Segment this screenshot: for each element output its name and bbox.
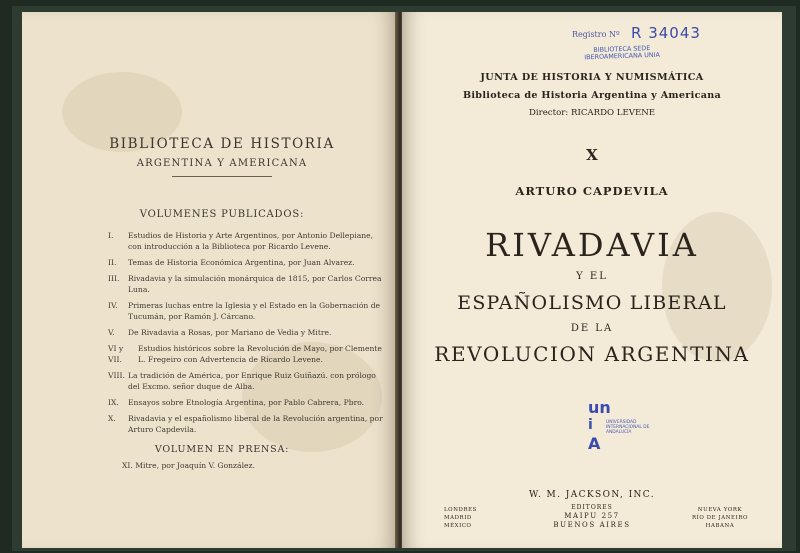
subtitle-2: REVOLUCION ARGENTINA bbox=[434, 342, 750, 366]
cities-left bbox=[444, 506, 477, 530]
author: ARTURO CAPDEVILA bbox=[515, 184, 669, 198]
book-spread bbox=[12, 6, 796, 551]
city-right: RÍO DE JANEIRO bbox=[692, 515, 749, 521]
unia-stamp-un: un bbox=[588, 398, 611, 417]
volume-item bbox=[108, 397, 384, 408]
cities-right bbox=[692, 506, 748, 530]
volume-text: La tradición de América, por Enrique Ruiz Guiñazú. con prólogo del Excmo. señor duque de Alba. bbox=[128, 371, 376, 391]
unia-stamp-i: i bbox=[588, 417, 593, 433]
header-line-3: Director: RICARDO LEVENE bbox=[528, 108, 656, 118]
city-right: NUEVA YORK bbox=[697, 507, 743, 513]
volume-number-label: II. bbox=[108, 258, 117, 267]
volume-item bbox=[108, 273, 384, 295]
volume-item bbox=[108, 257, 384, 268]
volume-text: Temas de Historia Económica Argentina, por Juan Alvarez. bbox=[128, 258, 355, 267]
volume-number-label: VI y VII. bbox=[108, 344, 124, 364]
title-connector-2: DE LA bbox=[570, 323, 614, 334]
published-heading: VOLUMENES PUBLICADOS: bbox=[139, 209, 305, 220]
volume-text: Rivadavia y la simulación monárquica de 1815, por Carlos Correa Luna. bbox=[128, 274, 382, 294]
unia-stamp-a: A bbox=[588, 434, 601, 453]
volume-text: De Rivadavia a Rosas, por Mariano de Vedia y Mitre. bbox=[128, 328, 332, 337]
book-title: RIVADAVIA bbox=[485, 226, 699, 264]
volume-item bbox=[108, 327, 384, 338]
left-page bbox=[22, 12, 398, 548]
volume-number-label: X. bbox=[108, 414, 116, 423]
volume-item bbox=[108, 343, 384, 365]
volume-text: Estudios de Historia y Arte Argentinos, por Antonio Dellepiane, con introducción a la Biblioteca por Ricardo Levene. bbox=[128, 231, 374, 251]
series-title: BIBLIOTECA DE HISTORIA bbox=[109, 136, 335, 152]
editors-label: EDITORES bbox=[571, 504, 613, 511]
series-subtitle: ARGENTINA Y AMERICANA bbox=[136, 158, 308, 169]
volume-text: Primeras luchas entre la Iglesia y el Estado en la Gobernación de Tucumán, por Ramón J. Cárcano. bbox=[128, 301, 381, 321]
right-page bbox=[402, 12, 782, 548]
header-line-1: JUNTA DE HISTORIA Y NUMISMÁTICA bbox=[480, 72, 704, 83]
volume-number-label: IX. bbox=[108, 398, 119, 407]
volume-number: X bbox=[586, 146, 598, 164]
register-number: R 34043 bbox=[631, 24, 701, 42]
address-city: BUENOS AIRES bbox=[553, 521, 631, 529]
unia-stamp-text: UNIVERSIDAD INTERNACIONAL DE ANDALUCÍA bbox=[606, 420, 650, 435]
press-heading: VOLUMEN EN PRENSA: bbox=[154, 444, 290, 455]
volume-item bbox=[108, 413, 384, 435]
city-left: MÉXICO bbox=[444, 523, 472, 529]
register-label: Registro Nº bbox=[572, 30, 620, 39]
volume-text: Ensayos sobre Etnología Argentina, por Pablo Cabrera, Pbro. bbox=[128, 398, 365, 407]
volume-number-label: V. bbox=[108, 328, 115, 337]
city-left: LONDRES bbox=[444, 507, 477, 513]
city-right: HABANA bbox=[705, 523, 735, 529]
volume-item bbox=[108, 300, 384, 322]
volume-list bbox=[108, 230, 384, 440]
volume-item bbox=[108, 230, 384, 252]
volume-item bbox=[108, 370, 384, 392]
publisher: W. M. JACKSON, INC. bbox=[528, 490, 656, 500]
volume-number-label: III. bbox=[108, 274, 120, 283]
address-street: MAIPU 257 bbox=[564, 512, 620, 520]
volume-text: Rivadavia y el españolismo liberal de la Revolución argentina, por Arturo Capdevila. bbox=[128, 414, 383, 434]
divider bbox=[172, 176, 272, 177]
library-stamp: BIBLIOTECA SEDE IBEROAMERICANA UNIA bbox=[584, 44, 661, 62]
press-item: XI. Mitre, por Joaquín V. González. bbox=[122, 461, 255, 470]
unia-stamp bbox=[580, 400, 650, 456]
volume-number-label: I. bbox=[108, 231, 114, 240]
volume-text: Estudios históricos sobre la Revolución de Mayo, por Clemente L. Fregeiro con Advertencia de Ricardo Levene. bbox=[138, 344, 382, 364]
subtitle-1: ESPAÑOLISMO LIBERAL bbox=[457, 292, 727, 314]
header-line-2: Biblioteca de Historia Argentina y Americana bbox=[462, 90, 722, 101]
title-connector-1: Y EL bbox=[576, 271, 608, 282]
volume-number-label: VIII. bbox=[108, 371, 125, 380]
city-left: MADRID bbox=[444, 515, 472, 521]
volume-number-label: IV. bbox=[108, 301, 118, 310]
